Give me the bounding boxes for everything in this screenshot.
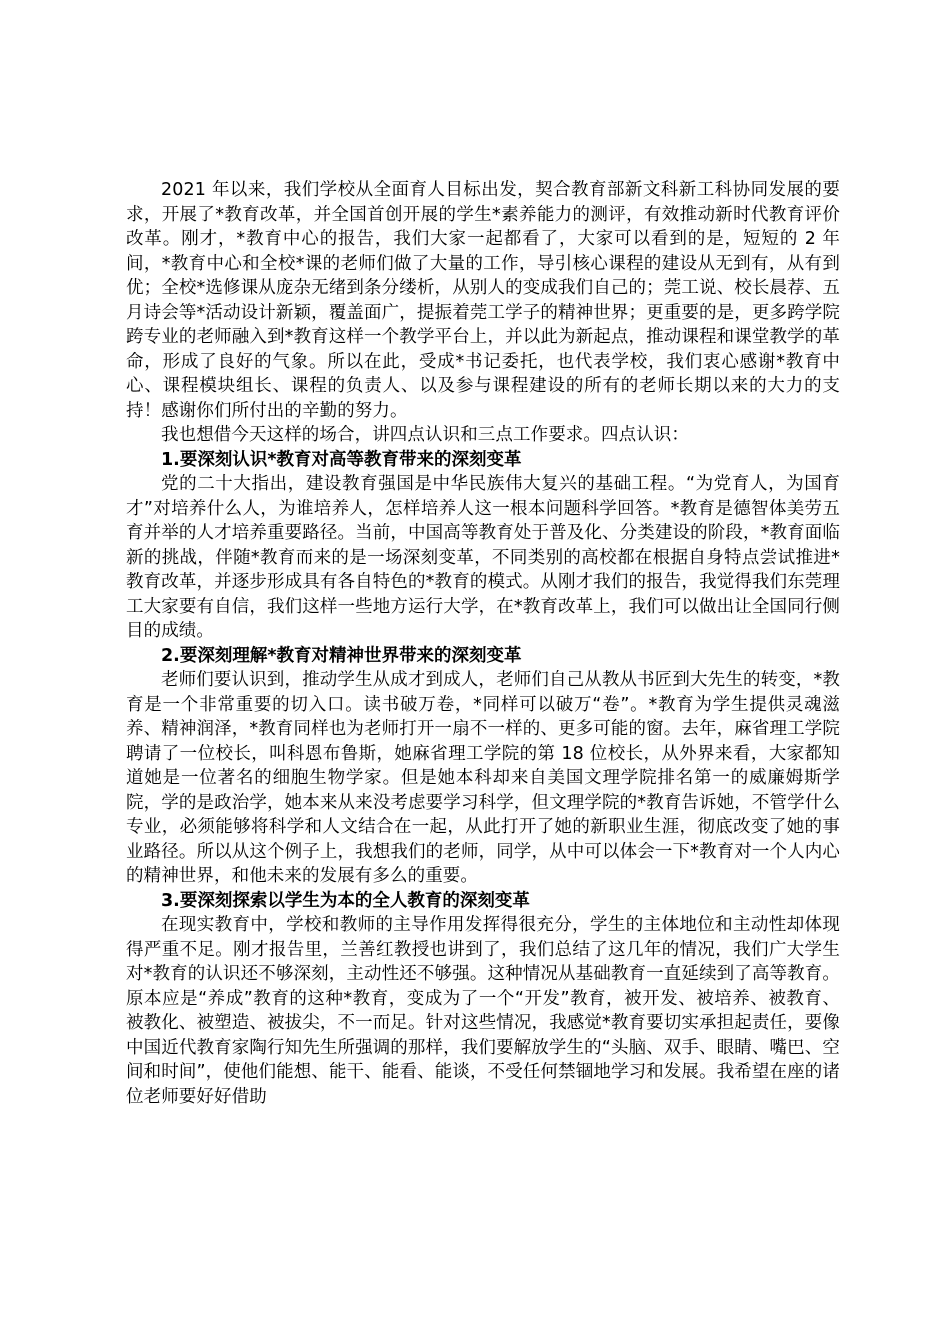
section-2-body: 老师们要认识到，推动学生从成才到成人，老师们自己从教从书匠到大先生的转变，*教育是一个非常重要的切入口。读书破万卷，*同样可以破万“卷”。*教育为学生提供灵魂滋养、精神润泽，*教育同样也为老师打开一扇不一样的、更多可能的窗。去年，麻省理工学院聘请了一位校长，叫科恩布鲁斯，她麻省理工学院的第 18 位校长，从外界来看，大家都知道她是一位著名的细胞生物学家。但是她本科却来自美国文理学院排名第一的威廉姆斯学院，学的是政治学，她本来从来没考虑要学习科学，但文理学院的*教育告诉她，不管学什么专业，必须能够将科学和人文结合在一起，从此打开了她的新职业生涯，彻底改变了她的事业路径。所以从这个例子上，我想我们的老师，同学，从中可以体会一下*教育对一个人内心的精神世界，和他未来的发展有多么的重要。 [126, 670, 840, 886]
outline-paragraph: 我也想借今天这样的场合，讲四点认识和三点工作要求。四点认识： [161, 425, 689, 445]
section-1-body: 党的二十大指出，建设教育强国是中华民族伟大复兴的基础工程。“为党育人，为国育才”对培养什么人，为谁培养人，怎样培养人这一根本问题科学回答。*教育是德智体美劳五育并举的人才培养重要路径。当前，中国高等教育处于普及化、分类建设的阶段，*教育面临新的挑战，伴随*教育而来的是一场深刻变革，不同类别的高校都在根据自身特点尝试推进*教育改革，并逐步形成具有各自特色的*教育的模式。从刚才我们的报告，我觉得我们东莞理工大家要有自信，我们这样一些地方运行大学，在*教育改革上，我们可以做出让全国同行侧目的成绩。 [126, 474, 840, 641]
document-page [126, 178, 840, 1109]
section-3-body: 在现实教育中，学校和教师的主导作用发挥得很充分，学生的主体地位和主动性却体现得严重不足。刚才报告里，兰善红教授也讲到了，我们总结了这几年的情况，我们广大学生对*教育的认识还不够深刻，主动性还不够强。这种情况从基础教育一直延续到了高等教育。原本应是“养成”教育的这种*教育，变成为了一个“开发”教育，被开发、被培养、被教育、被教化、被塑造、被拔尖，不一而足。针对这些情况，我感觉*教育要切实承担起责任，要像中国近代教育家陶行知先生所强调的那样，我们要解放学生的“头脑、双手、眼睛、嘴巴、空间和时间”，使他们能想、能干、能看、能谈，不受任何禁锢地学习和发展。我希望在座的诸位老师要好好借助 [126, 915, 840, 1107]
section-3-heading: 3.要深刻探索以学生为本的全人教育的深刻变革 [161, 890, 530, 911]
intro-paragraph: 2021 年以来，我们学校从全面育人目标出发，契合教育部新文科新工科协同发展的要求，开展了*教育改革，并全国首创开展的学生*素养能力的测评，有效推动新时代教育评价改革。刚才，*教育中心的报告，我们大家一起都看了，大家可以看到的是，短短的 2 年间，*教育中心和全校*课的老师们做了大量的工作，导引核心课程的建设从无到有，从有到优；全校*选修课从庞杂无绪到条分缕析，从别人的变成我们自己的；莞工说、校长晨荐、五月诗会等*活动设计新颖，覆盖面广，提振着莞工学子的精神世界；更重要的是，更多跨学院跨专业的老师融入到*教育这样一个教学平台上，并以此为新起点，推动课程和课堂教学的革命，形成了良好的气象。所以在此，受成*书记委托，也代表学校，我们衷心感谢*教育中心、课程模块组长、课程的负责人、以及参与课程建设的所有的老师长期以来的大力的支持！感谢你们所付出的辛勤的努力。 [126, 180, 840, 421]
section-1-heading: 1.要深刻认识*教育对高等教育带来的深刻变革 [161, 449, 522, 470]
section-2-heading: 2.要深刻理解*教育对精神世界带来的深刻变革 [161, 645, 522, 666]
